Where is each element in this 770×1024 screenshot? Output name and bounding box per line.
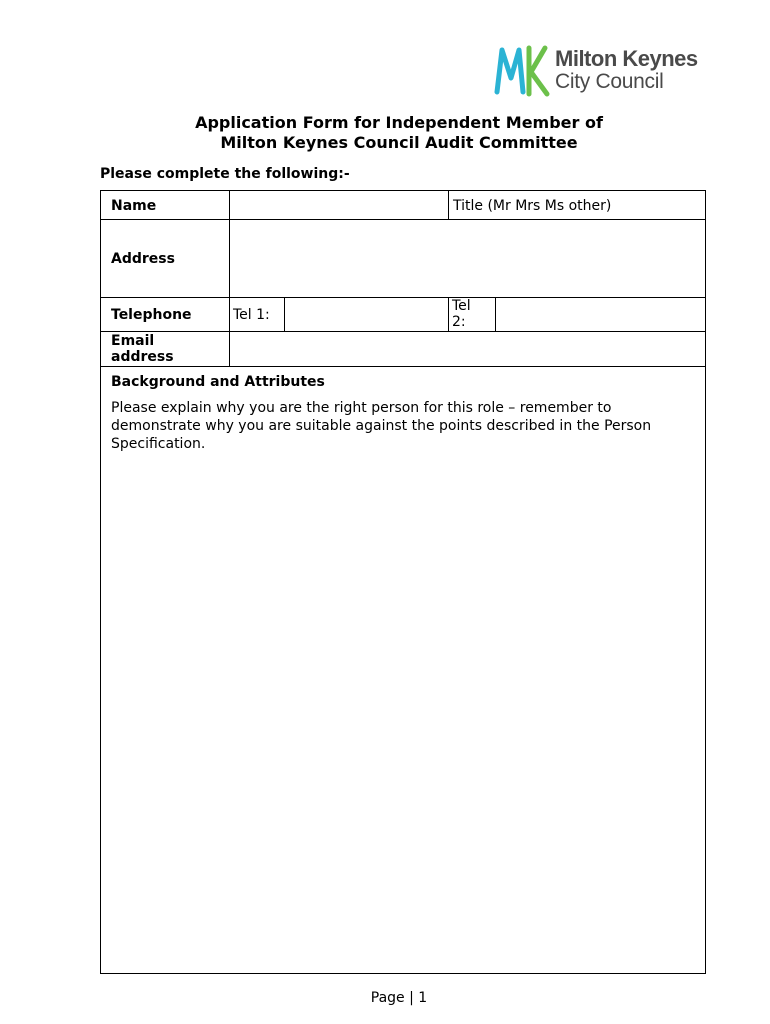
- intro-text: Please complete the following:-: [100, 166, 350, 182]
- tel2-label-line-1: Tel: [452, 298, 471, 314]
- telephone-label: Telephone: [111, 307, 192, 323]
- name-field[interactable]: [230, 192, 447, 218]
- name-label: Name: [111, 198, 157, 214]
- background-instructions: Please explain why you are the right person for this role – remember to demonstrate why you are suitable against the points described in the Person Specification.: [111, 400, 652, 452]
- background-field[interactable]: [102, 461, 704, 971]
- mk-logo-mark-icon: [493, 42, 551, 98]
- address-field[interactable]: [230, 220, 705, 296]
- column-divider: [448, 191, 449, 219]
- row-divider: [101, 366, 705, 367]
- column-divider: [448, 297, 449, 331]
- logo-text-city-council: City Council: [555, 70, 664, 93]
- address-label: Address: [111, 251, 175, 267]
- tel2-label-line-2: 2:: [452, 314, 466, 330]
- tel1-field[interactable]: [285, 298, 447, 330]
- form-title-line-2: Milton Keynes Council Audit Committee: [220, 133, 578, 152]
- background-heading: Background and Attributes: [111, 374, 325, 390]
- email-label-line-2: address: [111, 349, 174, 365]
- council-logo: [493, 40, 723, 100]
- email-label: [111, 333, 174, 365]
- logo-text-milton-keynes: Milton Keynes: [555, 46, 698, 71]
- tel1-label: Tel 1:: [233, 307, 270, 323]
- page-number: Page | 1: [370, 990, 428, 1006]
- tel2-field[interactable]: [496, 298, 705, 330]
- form-title-line-1: Application Form for Independent Member of: [195, 113, 603, 132]
- tel2-label: [452, 298, 471, 330]
- email-field[interactable]: [230, 332, 705, 365]
- application-form-table: [100, 190, 706, 974]
- title-label: Title (Mr Mrs Ms other): [453, 198, 612, 214]
- email-label-line-1: Email: [111, 333, 155, 349]
